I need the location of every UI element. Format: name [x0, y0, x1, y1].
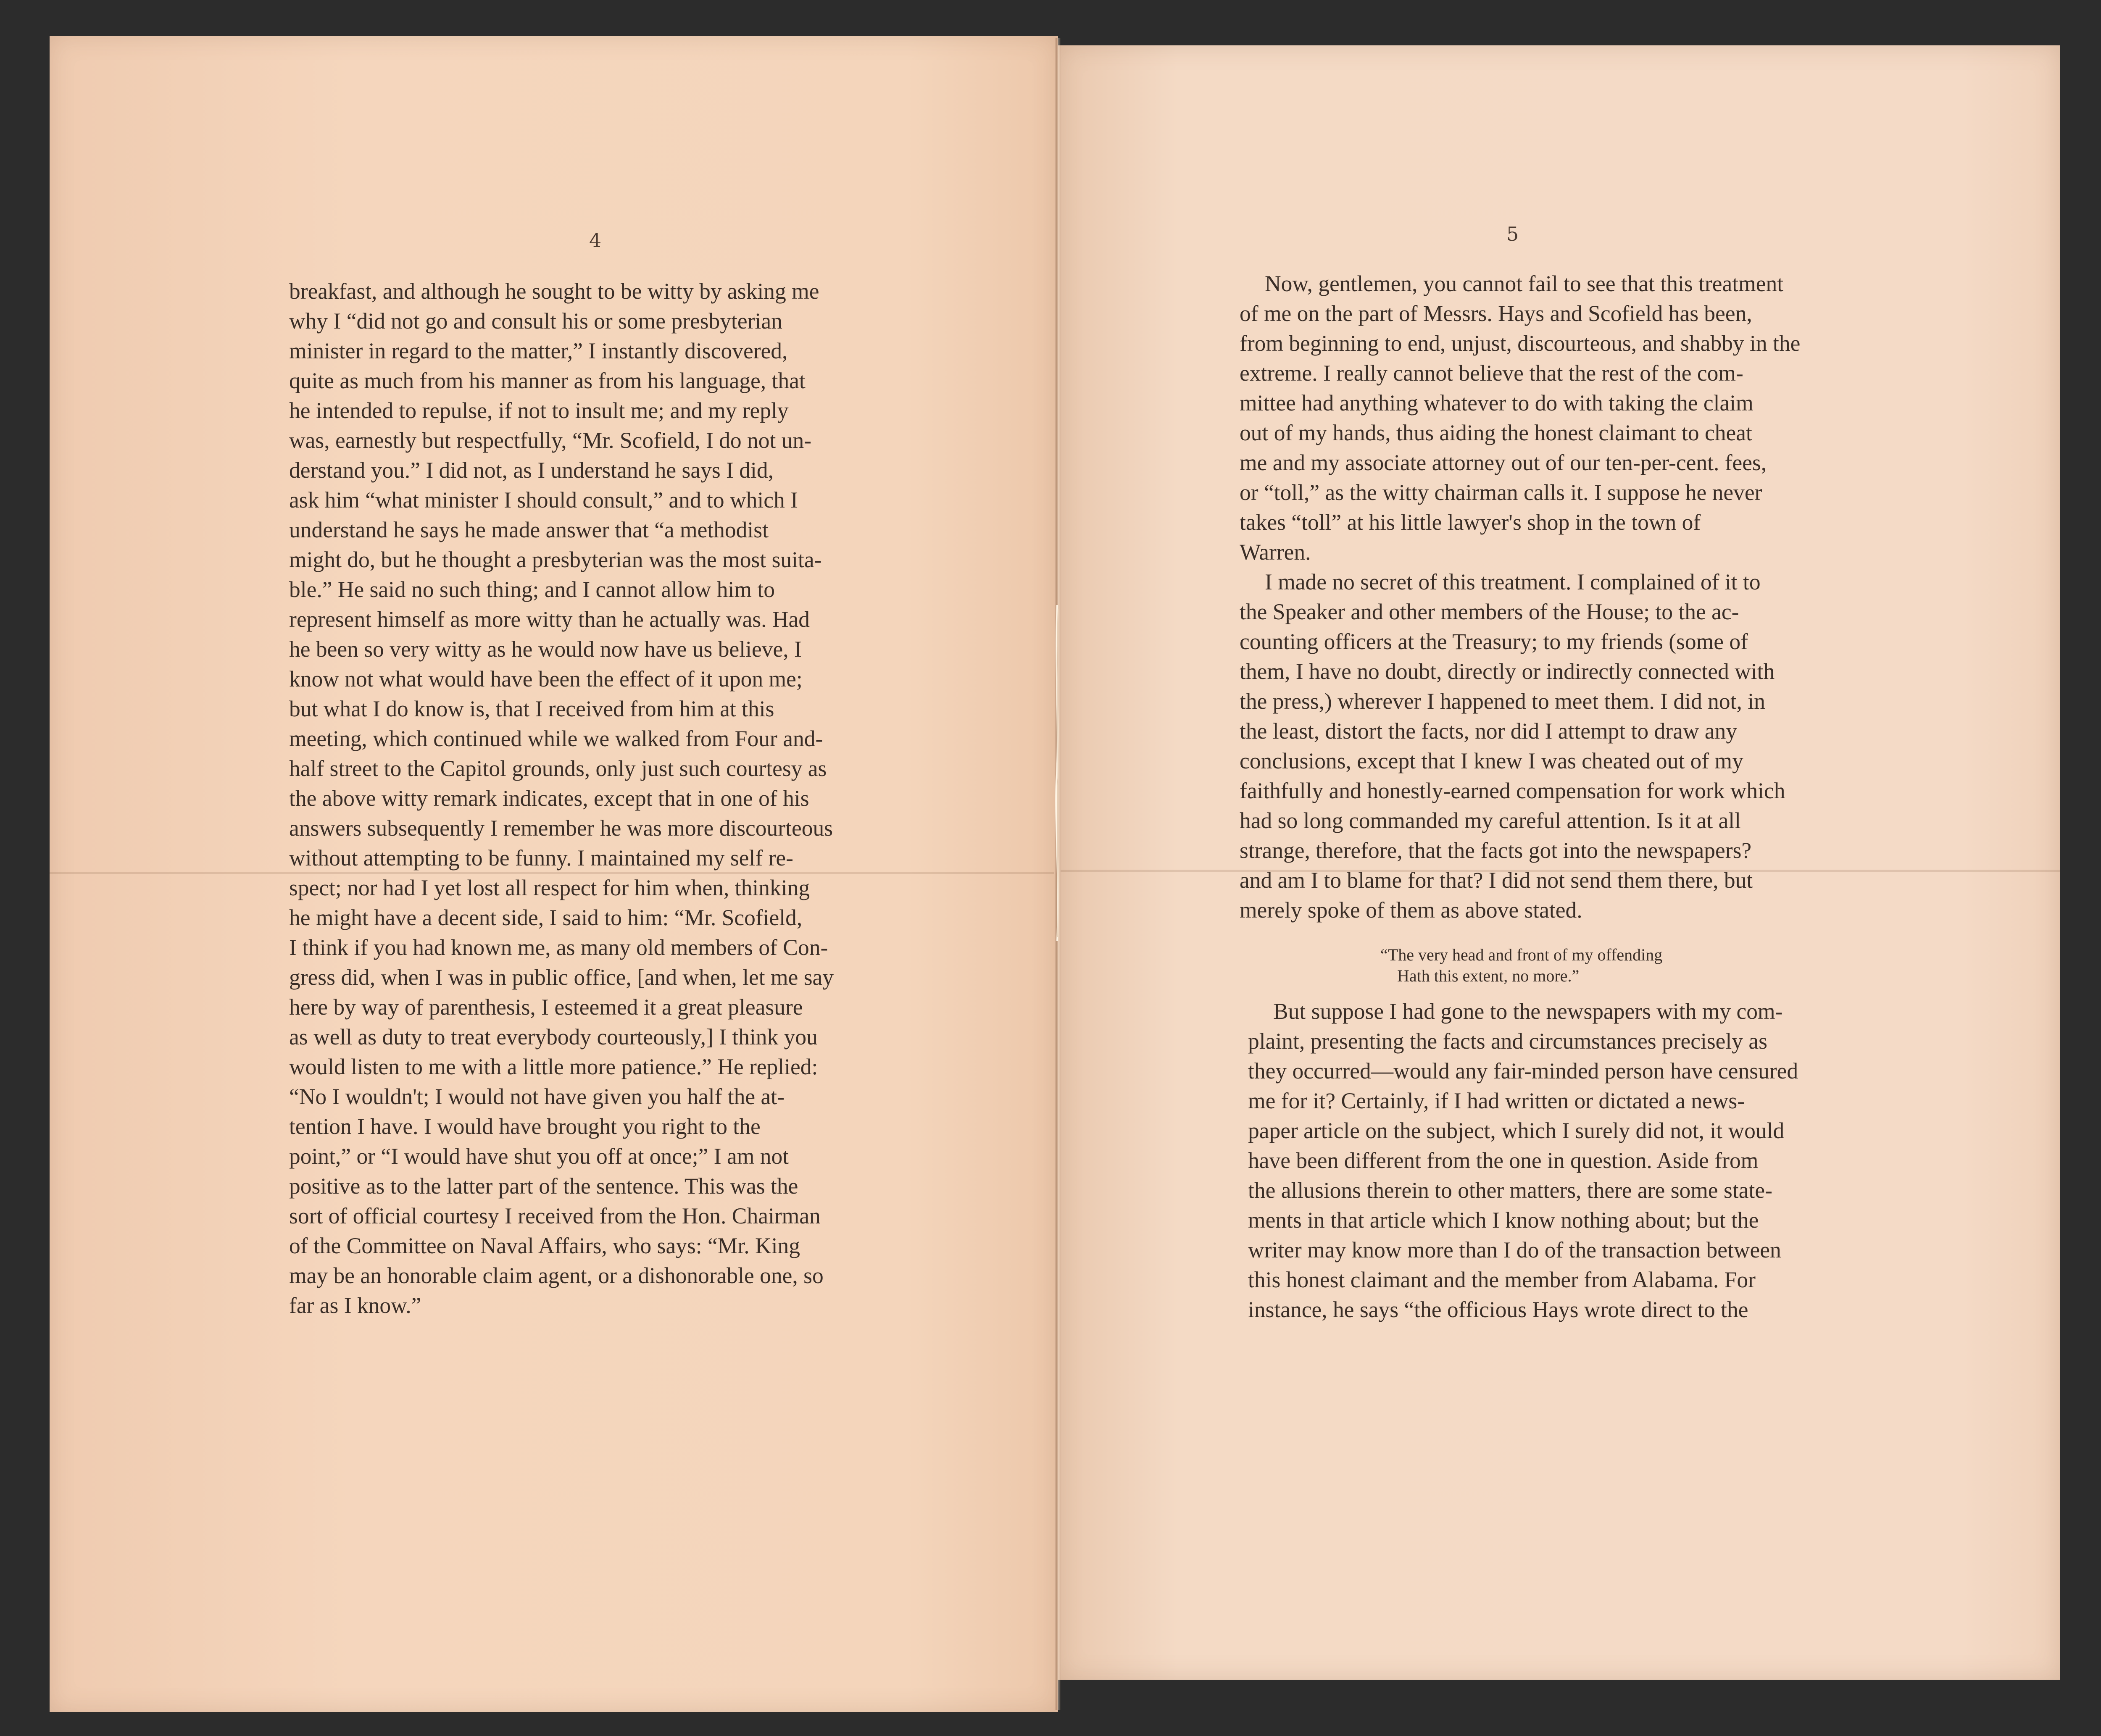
text-line: might do, but he thought a presbyterian was the most suita- — [289, 547, 822, 572]
text-line: was, earnestly but respectfully, “Mr. Scofield, I do not un- — [289, 428, 812, 453]
text-line: ments in that article which I know nothing about; but the — [1248, 1207, 1759, 1233]
text-line: positive as to the latter part of the sentence. This was the — [289, 1173, 798, 1199]
text-line: tention I have. I would have brought you right to the — [289, 1114, 761, 1139]
text-line: would listen to me with a little more patience.” He replied: — [289, 1054, 818, 1079]
text-line: instance, he says “the officious Hays wrote direct to the — [1248, 1297, 1748, 1322]
text-line: paper article on the subject, which I surely did not, it would — [1248, 1118, 1785, 1143]
text-line: of me on the part of Messrs. Hays and Scofield has been, — [1240, 301, 1752, 326]
text-line: but what I do know is, that I received from him at this — [289, 696, 774, 721]
text-line: without attempting to be funny. I maintained my self re- — [289, 845, 793, 871]
text-line: mittee had anything whatever to do with taking the claim — [1240, 390, 1753, 416]
text-line: gress did, when I was in public office, [and when, let me say — [289, 965, 834, 990]
text-line: he been so very witty as he would now have us believe, I — [289, 637, 802, 662]
text-line: strange, therefore, that the facts got into the newspapers? — [1240, 838, 1752, 863]
text-line: counting officers at the Treasury; to my friends (some of — [1240, 629, 1748, 654]
text-line: Warren. — [1240, 539, 1311, 565]
text-line: them, I have no doubt, directly or indirectly connected with — [1240, 659, 1775, 684]
verse-quote — [1380, 944, 1759, 986]
text-line: breakfast, and although he sought to be witty by asking me — [289, 279, 819, 304]
text-line: know not what would have been the effect of it upon me; — [289, 666, 803, 692]
text-line: from beginning to end, unjust, discourteous, and shabby in the — [1240, 331, 1801, 356]
text-line: represent himself as more witty than he actually was. Had — [289, 607, 810, 632]
text-line: plaint, presenting the facts and circumstances precisely as — [1248, 1028, 1767, 1054]
text-line: had so long commanded my careful attention. Is it at all — [1240, 808, 1741, 833]
text-line: minister in regard to the matter,” I instantly discovered, — [289, 338, 788, 363]
quote-line: Hath this extent, no more.” — [1397, 966, 1580, 985]
text-line: the above witty remark indicates, except that in one of his — [289, 786, 809, 811]
text-line: understand he says he made answer that “a methodist — [289, 517, 769, 542]
left-page-number: 4 — [589, 229, 602, 252]
text-line: extreme. I really cannot believe that the rest of the com- — [1240, 360, 1743, 386]
binding-thread — [1054, 605, 1061, 941]
text-line: ble.” He said no such thing; and I cannot allow him to — [289, 577, 775, 602]
text-line: and am I to blame for that? I did not send them there, but — [1240, 868, 1753, 893]
text-line: he intended to repulse, if not to insult me; and my reply — [289, 398, 789, 423]
text-line: they occurred—would any fair-minded person have censured — [1248, 1058, 1798, 1084]
text-line: sort of official courtesy I received from the Hon. Chairman — [289, 1203, 821, 1228]
text-line: out of my hands, thus aiding the honest claimant to cheat — [1240, 420, 1752, 445]
text-line: ask him “what minister I should consult,” and to which I — [289, 487, 798, 513]
text-line: the least, distort the facts, nor did I attempt to draw any — [1240, 718, 1738, 744]
text-line: this honest claimant and the member from Alabama. For — [1248, 1267, 1756, 1292]
text-line: I think if you had known me, as many old members of Con- — [289, 935, 828, 960]
text-line: why I “did not go and consult his or some presbyterian — [289, 308, 782, 334]
text-line: faithfully and honestly-earned compensation for work which — [1240, 778, 1785, 803]
text-line: may be an honorable claim agent, or a dishonorable one, so — [289, 1263, 824, 1288]
text-line: spect; nor had I yet lost all respect for him when, thinking — [289, 875, 810, 900]
text-line: derstand you.” I did not, as I understand he says I did, — [289, 458, 774, 483]
text-line: the press,) wherever I happened to meet them. I did not, in — [1240, 689, 1765, 714]
right-page-text-top — [1240, 269, 1857, 925]
right-page-number: 5 — [1506, 223, 1519, 245]
text-line: conclusions, except that I knew I was cheated out of my — [1240, 748, 1743, 773]
text-line: here by way of parenthesis, I esteemed it a great pleasure — [289, 994, 803, 1020]
text-line: meeting, which continued while we walked from Four and- — [289, 726, 823, 751]
text-line: me for it? Certainly, if I had written or dictated a news- — [1248, 1088, 1745, 1113]
quote-line: “The very head and front of my offending — [1380, 945, 1663, 964]
text-line: half street to the Capitol grounds, only just such courtesy as — [289, 756, 827, 781]
text-line: the allusions therein to other matters, there are some state- — [1248, 1178, 1772, 1203]
text-line: I made no secret of this treatment. I complained of it to — [1265, 569, 1761, 594]
text-line: far as I know.” — [289, 1293, 421, 1318]
text-line: me and my associate attorney out of our ten-per-cent. fees, — [1240, 450, 1767, 475]
text-line: have been different from the one in question. Aside from — [1248, 1148, 1759, 1173]
text-line: takes “toll” at his little lawyer's shop in the town of — [1240, 510, 1701, 535]
text-line: the Speaker and other members of the House; to the ac- — [1240, 599, 1739, 624]
left-page-text — [289, 276, 919, 1320]
text-line: quite as much from his manner as from his language, that — [289, 368, 806, 393]
text-line: Now, gentlemen, you cannot fail to see that this treatment — [1265, 271, 1784, 296]
text-line: merely spoke of them as above stated. — [1240, 897, 1582, 923]
text-line: answers subsequently I remember he was more discourteous — [289, 815, 833, 841]
text-line: of the Committee on Naval Affairs, who says: “Mr. King — [289, 1233, 800, 1258]
text-line: as well as duty to treat everybody courteously,] I think you — [289, 1024, 818, 1049]
text-line: writer may know more than I do of the transaction between — [1248, 1237, 1781, 1263]
text-line: he might have a decent side, I said to him: “Mr. Scofield, — [289, 905, 803, 930]
text-line: or “toll,” as the witty chairman calls it. I suppose he never — [1240, 480, 1762, 505]
text-line: point,” or “I would have shut you off at once;” I am not — [289, 1144, 789, 1169]
right-page-text-bottom — [1248, 997, 1864, 1325]
text-line: But suppose I had gone to the newspapers with my com- — [1273, 999, 1783, 1024]
text-line: “No I wouldn't; I would not have given you half the at- — [289, 1084, 785, 1109]
